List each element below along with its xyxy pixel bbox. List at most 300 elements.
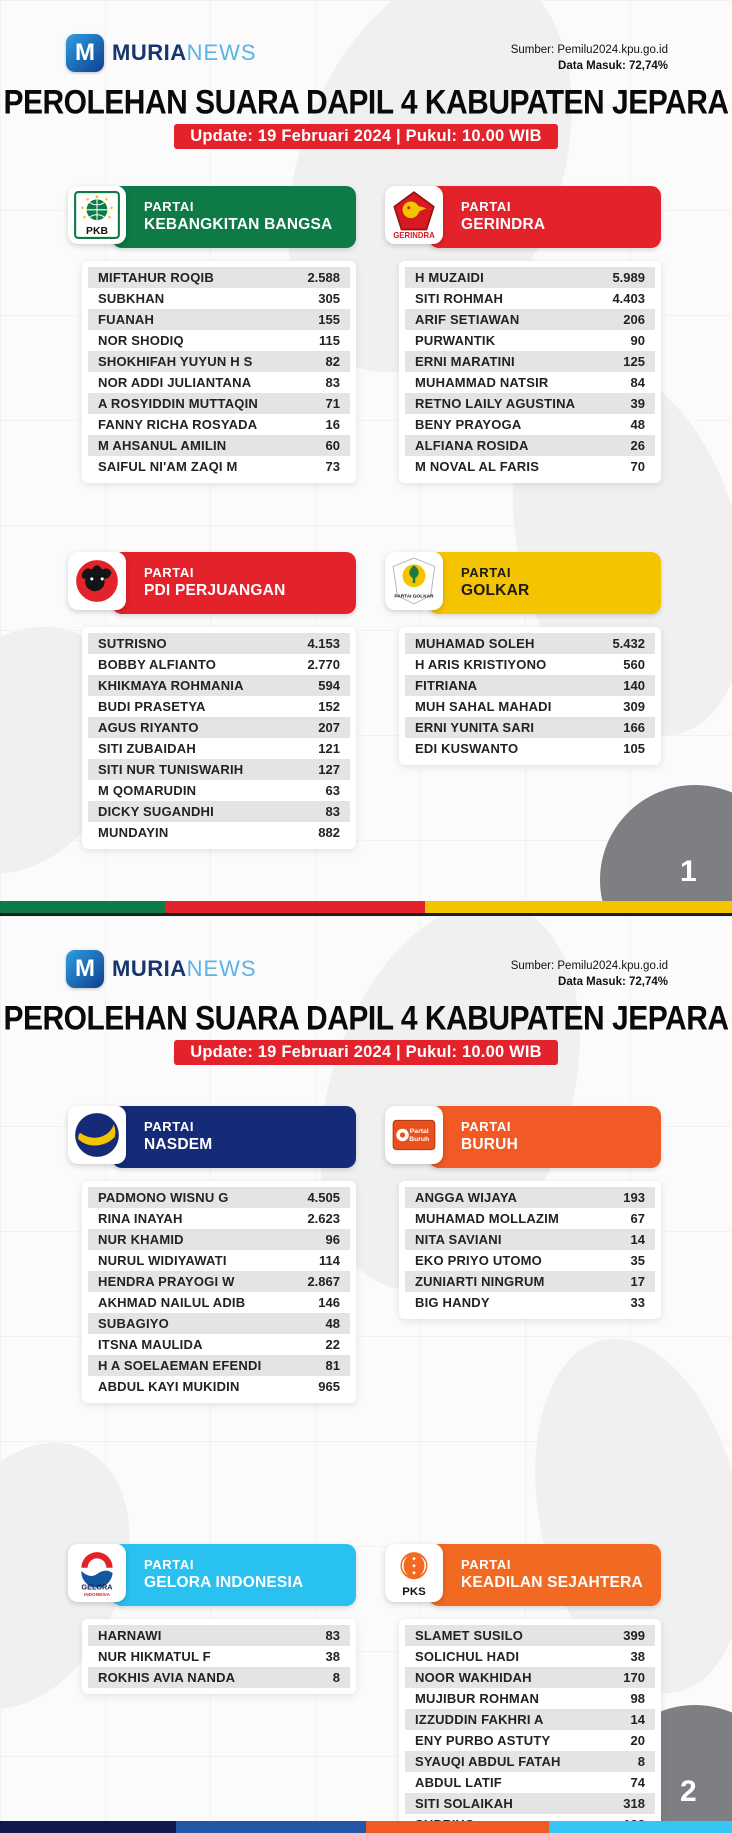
party-name-line1: PARTAI	[461, 1557, 512, 1573]
candidate-name: SITI ZUBAIDAH	[98, 741, 196, 756]
party-table-card	[68, 186, 356, 483]
candidate-votes: 67	[630, 1211, 645, 1226]
footer-strip-segment	[425, 901, 732, 913]
candidate-row	[405, 633, 655, 654]
candidate-row	[405, 1208, 655, 1229]
candidate-list	[405, 1187, 655, 1313]
candidate-votes: 26	[630, 438, 645, 453]
svg-text:GERINDRA: GERINDRA	[393, 230, 435, 240]
party-logo-box	[68, 1106, 126, 1164]
candidate-name: RINA INAYAH	[98, 1211, 183, 1226]
party-card-header	[68, 186, 356, 250]
candidate-name: EKO PRIYO UTOMO	[415, 1253, 542, 1268]
candidate-row	[405, 414, 655, 435]
candidate-name: M QOMARUDIN	[98, 783, 197, 798]
candidate-votes: 17	[630, 1274, 645, 1289]
candidate-votes: 2.623	[307, 1211, 340, 1226]
candidate-votes: 22	[325, 1337, 340, 1352]
candidate-votes: 82	[325, 354, 340, 369]
candidate-list	[405, 1625, 655, 1833]
candidate-votes: 71	[325, 396, 340, 411]
candidate-row	[88, 414, 350, 435]
candidate-votes: 155	[318, 312, 340, 327]
candidate-row	[88, 1376, 350, 1397]
candidate-list	[88, 1187, 350, 1397]
murianews-logo-icon	[66, 34, 104, 72]
svg-text:GELORA: GELORA	[81, 1582, 113, 1592]
candidate-row	[88, 456, 350, 477]
party-header-bar	[429, 186, 661, 248]
candidate-name: ABDUL KAYI MUKIDIN	[98, 1379, 240, 1394]
candidate-row	[88, 675, 350, 696]
party-card-header	[68, 1106, 356, 1170]
candidate-name: FUANAH	[98, 312, 155, 327]
candidate-name: H A SOELAEMAN EFENDI	[98, 1358, 262, 1373]
candidate-name: SITI NUR TUNISWARIH	[98, 762, 244, 777]
footer-color-strip	[0, 1821, 732, 1833]
candidate-name: H MUZAIDI	[415, 270, 484, 285]
data-source-block	[511, 42, 668, 74]
candidate-name: MUNDAYIN	[98, 825, 169, 840]
party-table-card	[385, 1106, 661, 1319]
candidate-votes: 115	[319, 333, 340, 348]
murianews-brand	[66, 34, 257, 72]
party-table-card	[385, 552, 661, 765]
candidate-row	[88, 330, 350, 351]
footer-strip-segment	[0, 901, 165, 913]
page-number-badge	[600, 785, 732, 916]
party-name-line2: KEBANGKITAN BANGSA	[144, 216, 333, 234]
candidate-name: SUBAGIYO	[98, 1316, 169, 1331]
svg-text:Partai: Partai	[409, 1127, 429, 1135]
party-table-card	[68, 552, 356, 849]
candidate-row	[405, 1667, 655, 1688]
candidate-name: NURUL WIDIYAWATI	[98, 1253, 227, 1268]
pks-logo	[389, 1548, 439, 1598]
candidate-row	[405, 1688, 655, 1709]
party-table-card	[385, 186, 661, 483]
candidate-row	[88, 372, 350, 393]
candidate-row	[88, 1229, 350, 1250]
brand-wordmark	[112, 956, 257, 982]
candidate-votes: 127	[318, 762, 340, 777]
candidate-row	[405, 1229, 655, 1250]
party-header-bar	[429, 1106, 661, 1168]
brand-word-muria: MURIA	[112, 956, 187, 981]
party-name-line2: GELORA INDONESIA	[144, 1574, 304, 1592]
candidate-votes: 4.153	[307, 636, 340, 651]
candidate-votes: 48	[325, 1316, 340, 1331]
buruh-logo	[389, 1110, 439, 1160]
candidate-votes: 4.505	[307, 1190, 340, 1205]
candidate-row	[88, 1625, 350, 1646]
candidate-votes: 90	[630, 333, 645, 348]
brand-mark-letter: M	[75, 955, 95, 982]
candidate-row	[88, 393, 350, 414]
party-table-card	[68, 1544, 356, 1694]
candidate-name: MUHAMMAD NATSIR	[415, 375, 549, 390]
candidate-votes: 38	[630, 1649, 645, 1664]
candidate-votes: 2.770	[307, 657, 340, 672]
candidate-name: M AHSANUL AMILIN	[98, 438, 227, 453]
party-table-card	[68, 1106, 356, 1403]
candidate-name: SITI SOLAIKAH	[415, 1796, 513, 1811]
brand-word-muria: MURIA	[112, 40, 187, 65]
update-banner-wrap	[0, 1040, 732, 1065]
party-logo-box	[385, 1106, 443, 1164]
candidate-row	[88, 759, 350, 780]
candidate-name: BIG HANDY	[415, 1295, 490, 1310]
candidate-votes: 318	[623, 1796, 645, 1811]
party-logo-box	[385, 1544, 443, 1602]
candidate-row	[405, 330, 655, 351]
party-name-line1: PARTAI	[144, 1119, 195, 1135]
candidate-name: KHIKMAYA ROHMANIA	[98, 678, 244, 693]
candidate-row	[405, 1709, 655, 1730]
candidate-row	[88, 717, 350, 738]
party-header-bar	[112, 552, 356, 614]
svg-text:INDONESIA: INDONESIA	[84, 1591, 110, 1597]
candidate-name: ANGGA WIJAYA	[415, 1190, 518, 1205]
candidate-list-panel	[399, 1181, 661, 1319]
candidate-name: NUR HIKMATUL F	[98, 1649, 211, 1664]
candidate-name: ZUNIARTI NINGRUM	[415, 1274, 545, 1289]
page-title: PEROLEHAN SUARA DAPIL 4 KABUPATEN JEPARA	[3, 999, 729, 1038]
candidate-votes: 35	[630, 1253, 645, 1268]
party-name-line2: KEADILAN SEJAHTERA	[461, 1574, 643, 1592]
candidate-votes: 20	[630, 1733, 645, 1748]
footer-strip-segment	[176, 1821, 366, 1833]
golkar-logo	[389, 556, 439, 606]
candidate-row	[405, 372, 655, 393]
candidate-name: AGUS RIYANTO	[98, 720, 199, 735]
candidate-row	[405, 435, 655, 456]
candidate-name: SUBKHAN	[98, 291, 165, 306]
party-name-line1: PARTAI	[144, 565, 195, 581]
candidate-name: ENY PURBO ASTUTY	[415, 1733, 551, 1748]
candidate-row	[405, 675, 655, 696]
candidate-list-panel	[82, 261, 356, 483]
party-name-line1: PARTAI	[144, 1557, 195, 1573]
candidate-row	[405, 1271, 655, 1292]
svg-text:PKS: PKS	[402, 1585, 426, 1598]
candidate-name: DICKY SUGANDHI	[98, 804, 214, 819]
candidate-row	[88, 801, 350, 822]
nasdem-logo	[72, 1110, 122, 1160]
candidate-row	[88, 1187, 350, 1208]
candidate-row	[88, 1250, 350, 1271]
candidate-votes: 5.989	[612, 270, 645, 285]
candidate-votes: 560	[623, 657, 645, 672]
update-banner: Update: 19 Februari 2024 | Pukul: 10.00 WIB	[174, 124, 558, 149]
candidate-row	[405, 351, 655, 372]
candidate-row	[405, 267, 655, 288]
candidate-votes: 83	[325, 804, 340, 819]
footer-strip-segment	[0, 1821, 176, 1833]
candidate-votes: 206	[623, 312, 645, 327]
footer-strip-segment	[366, 1821, 549, 1833]
candidate-name: PADMONO WISNU G	[98, 1190, 229, 1205]
candidate-name: MUHAMAD MOLLAZIM	[415, 1211, 560, 1226]
candidate-row	[88, 435, 350, 456]
candidate-row	[405, 1292, 655, 1313]
candidate-name: IZZUDDIN FAKHRI A	[415, 1712, 544, 1727]
candidate-votes: 2.588	[307, 270, 340, 285]
candidate-votes: 965	[318, 1379, 340, 1394]
candidate-name: NOOR WAKHIDAH	[415, 1670, 532, 1685]
candidate-name: PURWANTIK	[415, 333, 496, 348]
candidate-votes: 2.867	[307, 1274, 340, 1289]
candidate-list	[88, 267, 350, 477]
candidate-list-panel	[399, 261, 661, 483]
candidate-name: HENDRA PRAYOGI W	[98, 1274, 235, 1289]
candidate-votes: 882	[318, 825, 340, 840]
party-name-line2: GOLKAR	[461, 582, 530, 600]
brand-word-news: NEWS	[186, 40, 257, 65]
candidate-row	[88, 351, 350, 372]
candidate-votes: 5.432	[612, 636, 645, 651]
party-name-line1: PARTAI	[461, 1119, 512, 1135]
candidate-list-panel	[82, 1181, 356, 1403]
candidate-row	[88, 633, 350, 654]
candidate-row	[405, 309, 655, 330]
candidate-name: ARIF SETIAWAN	[415, 312, 520, 327]
party-logo-box	[385, 186, 443, 244]
data-masuk-line: Data Masuk: 72,74%	[558, 60, 668, 73]
candidate-row	[88, 1208, 350, 1229]
candidate-name: SUTRISNO	[98, 636, 167, 651]
candidate-row	[88, 1334, 350, 1355]
pkb-logo	[72, 190, 122, 240]
candidate-name: BOBBY ALFIANTO	[98, 657, 217, 672]
party-header-bar	[112, 1544, 356, 1606]
candidate-votes: 83	[325, 1628, 340, 1643]
candidate-name: H ARIS KRISTIYONO	[415, 657, 547, 672]
candidate-name: SHOKHIFAH YUYUN H S	[98, 354, 253, 369]
candidate-list-panel	[399, 627, 661, 765]
candidate-votes: 105	[623, 741, 645, 756]
candidate-votes: 114	[319, 1253, 340, 1268]
party-card-header	[385, 1544, 661, 1608]
candidate-votes: 96	[325, 1232, 340, 1247]
candidate-name: BUDI PRASETYA	[98, 699, 206, 714]
candidate-votes: 193	[623, 1190, 645, 1205]
infographic-page-2	[0, 916, 732, 1833]
candidate-row	[405, 738, 655, 759]
page-number: 2	[680, 1775, 697, 1808]
candidate-name: ROKHIS AVIA NANDA	[98, 1670, 236, 1685]
candidate-name: AKHMAD NAILUL ADIB	[98, 1295, 246, 1310]
candidate-votes: 152	[318, 699, 340, 714]
candidate-votes: 146	[318, 1295, 340, 1310]
candidate-name: SYAUQI ABDUL FATAH	[415, 1754, 561, 1769]
candidate-row	[405, 288, 655, 309]
party-header-bar	[429, 552, 661, 614]
candidate-list	[405, 267, 655, 477]
candidate-votes: 98	[630, 1691, 645, 1706]
candidate-votes: 33	[630, 1295, 645, 1310]
candidate-name: SAIFUL NI'AM ZAQI M	[98, 459, 238, 474]
candidate-name: EDI KUSWANTO	[415, 741, 519, 756]
candidate-votes: 48	[630, 417, 645, 432]
brand-wordmark	[112, 40, 257, 66]
candidate-row	[405, 1730, 655, 1751]
svg-text:Buruh: Buruh	[409, 1136, 430, 1144]
candidate-row	[405, 393, 655, 414]
candidate-name: FANNY RICHA ROSYADA	[98, 417, 258, 432]
candidate-votes: 63	[325, 783, 340, 798]
party-name-line1: PARTAI	[461, 565, 512, 581]
candidate-row	[88, 696, 350, 717]
candidate-row	[405, 1187, 655, 1208]
gelora-logo	[72, 1548, 122, 1598]
candidate-list-panel	[82, 627, 356, 849]
candidate-row	[88, 822, 350, 843]
candidate-row	[88, 1313, 350, 1334]
brand-word-news: NEWS	[186, 956, 257, 981]
candidate-name: NITA SAVIANI	[415, 1232, 502, 1247]
party-logo-box	[385, 552, 443, 610]
candidate-row	[405, 1772, 655, 1793]
candidate-votes: 309	[623, 699, 645, 714]
candidate-votes: 38	[325, 1649, 340, 1664]
party-card-header	[385, 186, 661, 250]
update-banner-wrap	[0, 124, 732, 149]
candidate-row	[405, 1625, 655, 1646]
candidate-name: M NOVAL AL FARIS	[415, 459, 540, 474]
brand-mark-letter: M	[75, 39, 95, 66]
party-card-header	[68, 552, 356, 616]
party-name-line1: PARTAI	[461, 199, 512, 215]
candidate-votes: 4.403	[612, 291, 645, 306]
candidate-votes: 74	[630, 1775, 645, 1790]
candidate-row	[405, 1250, 655, 1271]
party-header-bar	[429, 1544, 661, 1606]
page-number: 1	[680, 855, 697, 888]
candidate-list-panel	[399, 1619, 661, 1833]
candidate-row	[405, 717, 655, 738]
murianews-brand	[66, 950, 257, 988]
candidate-votes: 170	[623, 1670, 645, 1685]
party-card-header	[68, 1544, 356, 1608]
candidate-name: NOR SHODIQ	[98, 333, 184, 348]
candidate-name: NUR KHAMID	[98, 1232, 184, 1247]
candidate-name: SLAMET SUSILO	[415, 1628, 524, 1643]
candidate-votes: 140	[623, 678, 645, 693]
page-title: PEROLEHAN SUARA DAPIL 4 KABUPATEN JEPARA	[3, 83, 729, 122]
candidate-name: SOLICHUL HADI	[415, 1649, 520, 1664]
party-header-bar	[112, 186, 356, 248]
candidate-name: SITI ROHMAH	[415, 291, 504, 306]
candidate-row	[405, 1793, 655, 1814]
party-logo-box	[68, 186, 126, 244]
party-card-header	[385, 1106, 661, 1170]
candidate-name: MUJIBUR ROHMAN	[415, 1691, 540, 1706]
candidate-votes: 8	[637, 1754, 645, 1769]
update-banner: Update: 19 Februari 2024 | Pukul: 10.00 WIB	[174, 1040, 558, 1065]
candidate-name: ERNI YUNITA SARI	[415, 720, 535, 735]
party-logo-box	[68, 552, 126, 610]
svg-text:PKB: PKB	[86, 225, 108, 237]
party-table-card	[385, 1544, 661, 1833]
pdi-perjuangan-logo	[72, 556, 122, 606]
candidate-name: BENY PRAYOGA	[415, 417, 522, 432]
candidate-votes: 207	[318, 720, 340, 735]
svg-text:PARTAI GOLKAR: PARTAI GOLKAR	[394, 594, 434, 600]
candidate-name: RETNO LAILY AGUSTINA	[415, 396, 576, 411]
candidate-name: HARNAWI	[98, 1628, 162, 1643]
candidate-votes: 39	[630, 396, 645, 411]
candidate-row	[88, 1271, 350, 1292]
candidate-votes: 399	[623, 1628, 645, 1643]
candidate-name: ALFIANA ROSIDA	[415, 438, 529, 453]
candidate-row	[405, 696, 655, 717]
candidate-list-panel	[82, 1619, 356, 1694]
candidate-list	[405, 633, 655, 759]
party-card-header	[385, 552, 661, 616]
candidate-row	[405, 654, 655, 675]
candidate-votes: 8	[332, 1670, 340, 1685]
candidate-list	[88, 1625, 350, 1688]
candidate-row	[88, 288, 350, 309]
party-name-line2: GERINDRA	[461, 216, 546, 234]
candidate-list	[88, 633, 350, 843]
infographic-page-1	[0, 0, 732, 916]
candidate-votes: 125	[623, 354, 645, 369]
candidate-row	[88, 780, 350, 801]
party-name-line1: PARTAI	[144, 199, 195, 215]
candidate-votes: 60	[325, 438, 340, 453]
candidate-votes: 70	[630, 459, 645, 474]
candidate-name: ABDUL LATIF	[415, 1775, 502, 1790]
candidate-row	[405, 1751, 655, 1772]
candidate-votes: 81	[325, 1358, 340, 1373]
candidate-row	[88, 1667, 350, 1688]
candidate-votes: 16	[325, 417, 340, 432]
candidate-votes: 14	[630, 1712, 645, 1727]
candidate-row	[88, 1646, 350, 1667]
candidate-votes: 84	[630, 375, 645, 390]
candidate-row	[405, 1646, 655, 1667]
footer-color-strip	[0, 901, 732, 913]
candidate-name: MUH SAHAL MAHADI	[415, 699, 552, 714]
candidate-row	[88, 309, 350, 330]
party-name-line2: NASDEM	[144, 1136, 213, 1154]
party-name-line2: PDI PERJUANGAN	[144, 582, 286, 600]
source-line: Sumber: Pemilu2024.kpu.go.id	[510, 960, 668, 972]
candidate-name: A ROSYIDDIN MUTTAQIN	[98, 396, 258, 411]
footer-strip-segment	[165, 901, 425, 913]
candidate-votes: 594	[318, 678, 340, 693]
data-masuk-line: Data Masuk: 72,74%	[558, 976, 668, 989]
party-name-line2: BURUH	[461, 1136, 518, 1154]
candidate-votes: 305	[318, 291, 340, 306]
candidate-row	[88, 1292, 350, 1313]
candidate-row	[88, 738, 350, 759]
candidate-votes: 83	[325, 375, 340, 390]
data-source-block	[511, 958, 668, 990]
party-header-bar	[112, 1106, 356, 1168]
candidate-votes: 166	[623, 720, 645, 735]
candidate-votes: 14	[630, 1232, 645, 1247]
candidate-name: FITRIANA	[415, 678, 478, 693]
candidate-row	[88, 654, 350, 675]
candidate-name: MUHAMAD SOLEH	[415, 636, 535, 651]
footer-strip-segment	[549, 1821, 732, 1833]
candidate-name: NOR ADDI JULIANTANA	[98, 375, 252, 390]
gerindra-logo	[389, 190, 439, 240]
candidate-votes: 73	[325, 459, 340, 474]
